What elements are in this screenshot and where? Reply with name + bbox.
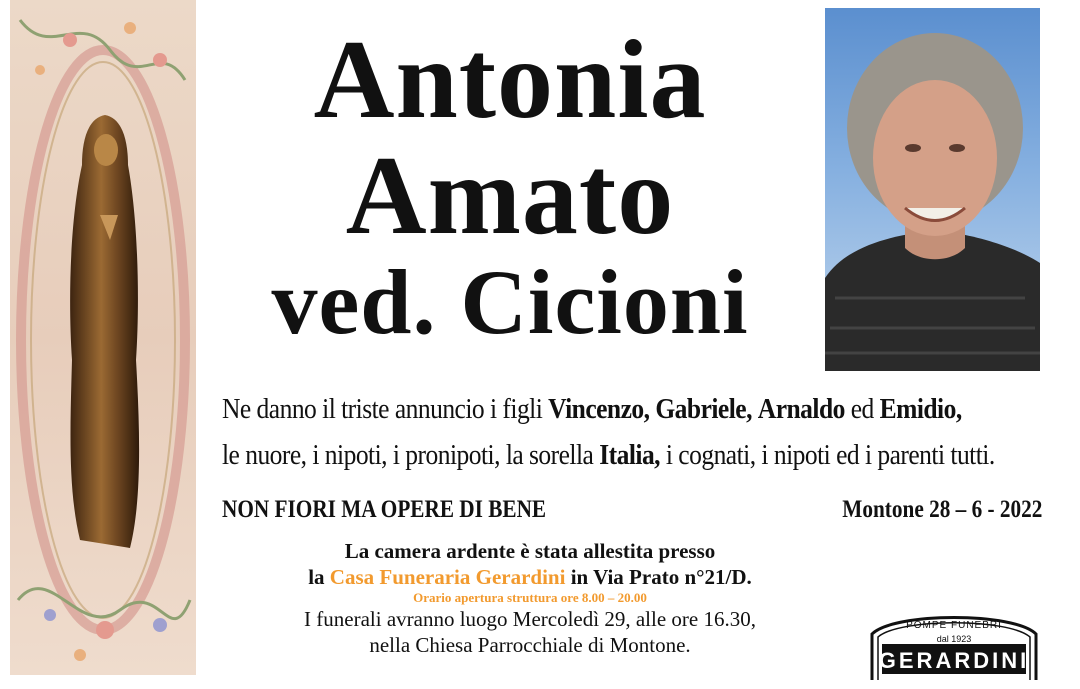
- funeral-info: [200, 538, 860, 658]
- child-name: Emidio,: [879, 393, 962, 425]
- relatives-text-end: i cognati, i nipoti ed i parenti tutti.: [660, 439, 995, 471]
- opening-hours: Orario apertura struttura ore 8.00 – 20.00: [413, 590, 647, 605]
- gerardini-logo: [864, 604, 1044, 684]
- funeral-date-line: I funerali avranno luogo Mercoledì 29, alle ore 16.30,: [304, 607, 756, 631]
- conjunction: ed: [844, 393, 880, 425]
- logo-name: GERARDINI: [878, 648, 1030, 673]
- relatives-text: le nuore, i nipoti, i pronipoti, la sorella: [222, 439, 600, 471]
- madonna-illustration: [10, 0, 196, 675]
- prefix: la: [308, 565, 330, 589]
- announcement-line-2: [222, 432, 995, 478]
- deceased-portrait: [825, 8, 1040, 371]
- announcement-line-1: [222, 386, 962, 432]
- announcement-intro: Ne danno il triste annuncio i figli: [222, 393, 549, 425]
- child-name: Arnaldo: [757, 393, 845, 425]
- funeral-home-line: [200, 564, 860, 590]
- logo-since-text: dal 1923: [936, 634, 972, 644]
- widow-of-name: ved. Cicioni: [271, 251, 749, 353]
- announcement-text: [222, 386, 995, 478]
- church-line: nella Chiesa Parrocchiale di Montone.: [369, 633, 691, 657]
- funeral-home-name: Casa Funeraria Gerardini: [329, 565, 566, 589]
- address: in Via Prato n°21/D.: [565, 565, 752, 589]
- madonna-decorative-panel: [10, 0, 196, 675]
- chapel-line: La camera ardente è stata allestita presso: [344, 539, 716, 563]
- child-name: Gabriele,: [655, 393, 752, 425]
- no-flowers-notice: NON FIORI MA OPERE DI BENE: [222, 496, 547, 523]
- logo-top-text: POMPE FUNEBRI: [906, 620, 1002, 631]
- last-name: Amato: [345, 134, 675, 258]
- child-name: Vincenzo,: [548, 393, 650, 425]
- first-name: Antonia: [313, 18, 707, 142]
- sister-name: Italia,: [599, 439, 661, 471]
- place-and-date: Montone 28 – 6 - 2022: [841, 496, 1042, 523]
- deceased-name-block: [200, 12, 820, 353]
